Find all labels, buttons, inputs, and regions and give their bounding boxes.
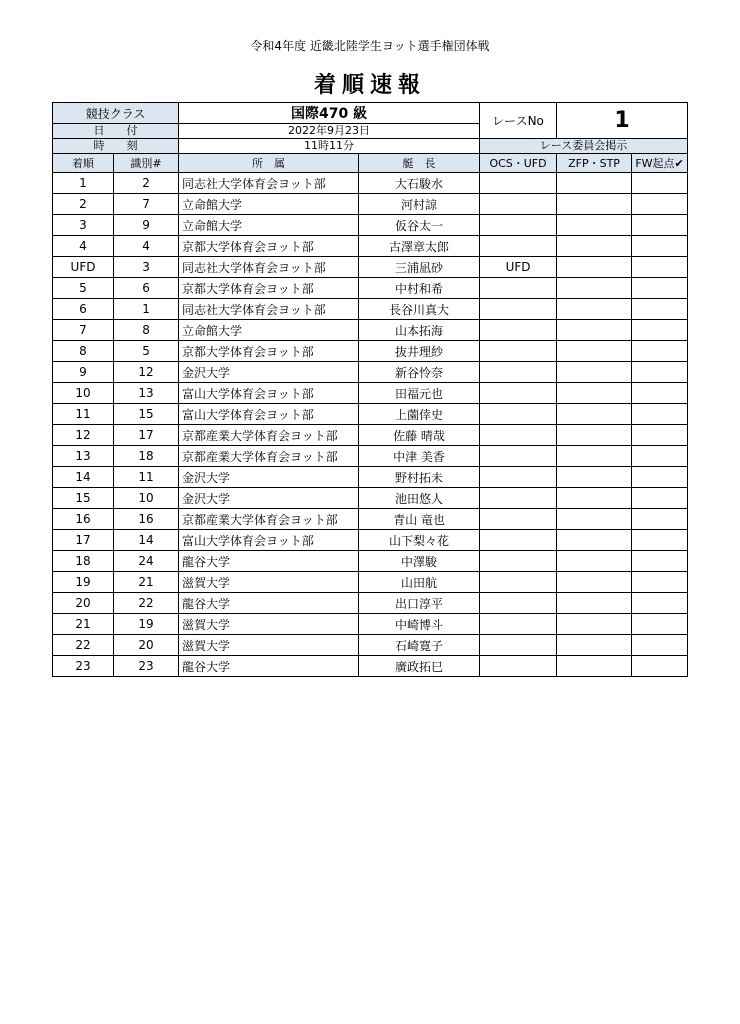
col-fw: FW起点✔ (632, 154, 688, 173)
affiliation-cell: 金沢大学 (179, 362, 359, 383)
table-row (53, 299, 688, 320)
ocs-cell (480, 383, 557, 404)
place-cell: 6 (53, 299, 114, 320)
affiliation-cell: 富山大学体育会ヨット部 (179, 383, 359, 404)
affiliation-cell: 金沢大学 (179, 488, 359, 509)
ocs-cell (480, 530, 557, 551)
ocs-cell (480, 509, 557, 530)
zfp-cell (557, 299, 632, 320)
ocs-cell (480, 635, 557, 656)
date-label: 日 付 (53, 124, 179, 139)
table-row (53, 551, 688, 572)
place-cell: 7 (53, 320, 114, 341)
id-cell: 24 (114, 551, 179, 572)
fw-cell (632, 530, 688, 551)
place-cell: 15 (53, 488, 114, 509)
affiliation-cell: 龍谷大学 (179, 593, 359, 614)
skipper-cell: 仮谷太一 (359, 215, 480, 236)
place-cell: 4 (53, 236, 114, 257)
zfp-cell (557, 215, 632, 236)
race-no-value: 1 (557, 103, 688, 139)
table-row (53, 572, 688, 593)
affiliation-cell: 滋賀大学 (179, 635, 359, 656)
ocs-cell (480, 425, 557, 446)
table-row (53, 635, 688, 656)
affiliation-cell: 龍谷大学 (179, 551, 359, 572)
ocs-cell (480, 446, 557, 467)
affiliation-cell: 京都大学体育会ヨット部 (179, 278, 359, 299)
ocs-cell (480, 593, 557, 614)
zfp-cell (557, 278, 632, 299)
col-skipper: 艇 長 (359, 154, 480, 173)
table-row (53, 467, 688, 488)
skipper-cell: 抜井理紗 (359, 341, 480, 362)
race-no-label: レースNo (480, 103, 557, 139)
col-affiliation: 所 属 (179, 154, 359, 173)
ocs-cell (480, 404, 557, 425)
place-cell: 19 (53, 572, 114, 593)
affiliation-cell: 滋賀大学 (179, 614, 359, 635)
place-cell: 22 (53, 635, 114, 656)
date-value: 2022年9月23日 (179, 124, 480, 139)
zfp-cell (557, 656, 632, 677)
ocs-cell (480, 362, 557, 383)
ocs-cell (480, 320, 557, 341)
ocs-cell (480, 551, 557, 572)
zfp-cell (557, 593, 632, 614)
time-value: 11時11分 (179, 139, 480, 154)
fw-cell (632, 194, 688, 215)
skipper-cell: 田福元也 (359, 383, 480, 404)
skipper-cell: 佐藤 晴哉 (359, 425, 480, 446)
table-row (53, 383, 688, 404)
fw-cell (632, 614, 688, 635)
skipper-cell: 河村諒 (359, 194, 480, 215)
affiliation-cell: 立命館大学 (179, 215, 359, 236)
zfp-cell (557, 341, 632, 362)
zfp-cell (557, 467, 632, 488)
affiliation-cell: 立命館大学 (179, 194, 359, 215)
fw-cell (632, 278, 688, 299)
affiliation-cell: 龍谷大学 (179, 656, 359, 677)
table-row (53, 362, 688, 383)
skipper-cell: 山本拓海 (359, 320, 480, 341)
place-cell: 1 (53, 173, 114, 194)
affiliation-cell: 同志社大学体育会ヨット部 (179, 173, 359, 194)
ocs-cell (480, 488, 557, 509)
id-cell: 4 (114, 236, 179, 257)
id-cell: 21 (114, 572, 179, 593)
results-table (52, 102, 688, 677)
fw-cell (632, 488, 688, 509)
affiliation-cell: 京都大学体育会ヨット部 (179, 236, 359, 257)
id-cell: 12 (114, 362, 179, 383)
ocs-cell: UFD (480, 257, 557, 278)
id-cell: 22 (114, 593, 179, 614)
place-cell: 5 (53, 278, 114, 299)
fw-cell (632, 467, 688, 488)
fw-cell (632, 446, 688, 467)
zfp-cell (557, 404, 632, 425)
id-cell: 11 (114, 467, 179, 488)
fw-cell (632, 215, 688, 236)
zfp-cell (557, 320, 632, 341)
zfp-cell (557, 530, 632, 551)
table-row (53, 593, 688, 614)
class-value: 国際470 級 (179, 103, 480, 124)
fw-cell (632, 236, 688, 257)
skipper-cell: 上薗倖史 (359, 404, 480, 425)
place-cell: 23 (53, 656, 114, 677)
place-cell: 18 (53, 551, 114, 572)
id-cell: 17 (114, 425, 179, 446)
id-cell: 8 (114, 320, 179, 341)
skipper-cell: 廣政拓巳 (359, 656, 480, 677)
zfp-cell (557, 425, 632, 446)
skipper-cell: 野村拓未 (359, 467, 480, 488)
col-zfp: ZFP・STP (557, 154, 632, 173)
skipper-cell: 池田悠人 (359, 488, 480, 509)
affiliation-cell: 富山大学体育会ヨット部 (179, 404, 359, 425)
ocs-cell (480, 614, 557, 635)
table-row (53, 656, 688, 677)
ocs-cell (480, 236, 557, 257)
fw-cell (632, 404, 688, 425)
id-cell: 20 (114, 635, 179, 656)
place-cell: 21 (53, 614, 114, 635)
table-row (53, 530, 688, 551)
affiliation-cell: 同志社大学体育会ヨット部 (179, 257, 359, 278)
zfp-cell (557, 173, 632, 194)
table-row (53, 257, 688, 278)
id-cell: 15 (114, 404, 179, 425)
place-cell: 17 (53, 530, 114, 551)
place-cell: 10 (53, 383, 114, 404)
zfp-cell (557, 635, 632, 656)
zfp-cell (557, 194, 632, 215)
table-row (53, 215, 688, 236)
ocs-cell (480, 467, 557, 488)
id-cell: 16 (114, 509, 179, 530)
affiliation-cell: 立命館大学 (179, 320, 359, 341)
id-cell: 3 (114, 257, 179, 278)
skipper-cell: 三浦凪砂 (359, 257, 480, 278)
id-cell: 1 (114, 299, 179, 320)
page-title: 着順速報 (313, 73, 426, 98)
place-cell: 20 (53, 593, 114, 614)
skipper-cell: 新谷怜奈 (359, 362, 480, 383)
fw-cell (632, 383, 688, 404)
id-cell: 5 (114, 341, 179, 362)
skipper-cell: 中澤駿 (359, 551, 480, 572)
table-row (53, 173, 688, 194)
skipper-cell: 中津 美香 (359, 446, 480, 467)
place-cell: 16 (53, 509, 114, 530)
skipper-cell: 長谷川真大 (359, 299, 480, 320)
id-cell: 19 (114, 614, 179, 635)
id-cell: 6 (114, 278, 179, 299)
table-row (53, 404, 688, 425)
affiliation-cell: 京都産業大学体育会ヨット部 (179, 509, 359, 530)
affiliation-cell: 滋賀大学 (179, 572, 359, 593)
zfp-cell (557, 509, 632, 530)
fw-cell (632, 656, 688, 677)
ocs-cell (480, 173, 557, 194)
zfp-cell (557, 488, 632, 509)
affiliation-cell: 金沢大学 (179, 467, 359, 488)
affiliation-cell: 京都大学体育会ヨット部 (179, 341, 359, 362)
skipper-cell: 出口淳平 (359, 593, 480, 614)
fw-cell (632, 341, 688, 362)
fw-cell (632, 320, 688, 341)
ocs-cell (480, 341, 557, 362)
zfp-cell (557, 572, 632, 593)
fw-cell (632, 572, 688, 593)
table-row (53, 425, 688, 446)
fw-cell (632, 299, 688, 320)
zfp-cell (557, 236, 632, 257)
time-row (53, 139, 688, 154)
zfp-cell (557, 446, 632, 467)
class-label: 競技クラス (53, 103, 179, 124)
table-row (53, 278, 688, 299)
fw-cell (632, 635, 688, 656)
id-cell: 9 (114, 215, 179, 236)
id-cell: 10 (114, 488, 179, 509)
affiliation-cell: 富山大学体育会ヨット部 (179, 530, 359, 551)
col-ocs: OCS・UFD (480, 154, 557, 173)
id-cell: 2 (114, 173, 179, 194)
table-row (53, 488, 688, 509)
skipper-cell: 山田航 (359, 572, 480, 593)
skipper-cell: 古澤章太郎 (359, 236, 480, 257)
id-cell: 23 (114, 656, 179, 677)
fw-cell (632, 551, 688, 572)
ocs-cell (480, 278, 557, 299)
skipper-cell: 中村和希 (359, 278, 480, 299)
zfp-cell (557, 257, 632, 278)
class-row (53, 103, 688, 124)
place-cell: 2 (53, 194, 114, 215)
col-place: 着順 (53, 154, 114, 173)
affiliation-cell: 京都産業大学体育会ヨット部 (179, 446, 359, 467)
time-label: 時 刻 (53, 139, 179, 154)
id-cell: 14 (114, 530, 179, 551)
place-cell: 11 (53, 404, 114, 425)
skipper-cell: 大石駿水 (359, 173, 480, 194)
event-title: 令和4年度 近畿北陸学生ヨット選手権団体戦 (250, 39, 490, 53)
fw-cell (632, 593, 688, 614)
place-cell: 9 (53, 362, 114, 383)
ocs-cell (480, 656, 557, 677)
ocs-cell (480, 215, 557, 236)
ocs-cell (480, 572, 557, 593)
affiliation-cell: 京都産業大学体育会ヨット部 (179, 425, 359, 446)
place-cell: UFD (53, 257, 114, 278)
place-cell: 13 (53, 446, 114, 467)
place-cell: 12 (53, 425, 114, 446)
affiliation-cell: 同志社大学体育会ヨット部 (179, 299, 359, 320)
skipper-cell: 山下梨々花 (359, 530, 480, 551)
zfp-cell (557, 551, 632, 572)
id-cell: 7 (114, 194, 179, 215)
id-cell: 13 (114, 383, 179, 404)
table-row (53, 320, 688, 341)
place-cell: 3 (53, 215, 114, 236)
table-row (53, 341, 688, 362)
table-row (53, 446, 688, 467)
table-row (53, 194, 688, 215)
place-cell: 8 (53, 341, 114, 362)
fw-cell (632, 425, 688, 446)
place-cell: 14 (53, 467, 114, 488)
table-row (53, 614, 688, 635)
committee-label: レース委員会掲示 (480, 139, 688, 154)
zfp-cell (557, 383, 632, 404)
table-row (53, 509, 688, 530)
ocs-cell (480, 299, 557, 320)
fw-cell (632, 509, 688, 530)
zfp-cell (557, 362, 632, 383)
id-cell: 18 (114, 446, 179, 467)
fw-cell (632, 257, 688, 278)
zfp-cell (557, 614, 632, 635)
fw-cell (632, 362, 688, 383)
skipper-cell: 青山 竜也 (359, 509, 480, 530)
skipper-cell: 中崎博斗 (359, 614, 480, 635)
column-header-row (53, 154, 688, 173)
fw-cell (632, 173, 688, 194)
ocs-cell (480, 194, 557, 215)
col-id: 識別# (114, 154, 179, 173)
table-row (53, 236, 688, 257)
skipper-cell: 石崎寛子 (359, 635, 480, 656)
